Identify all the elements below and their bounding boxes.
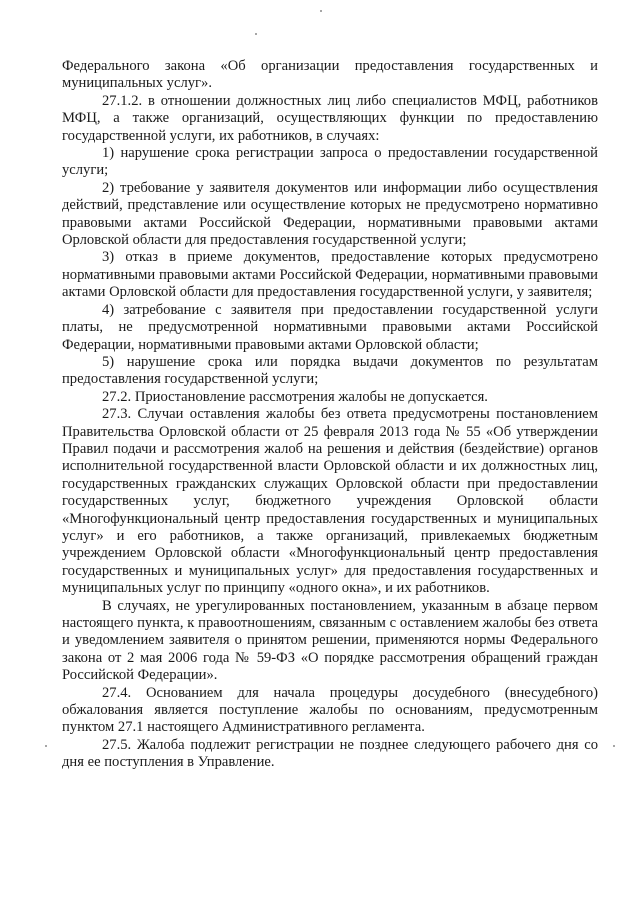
paragraph-5: 3) отказ в приеме документов, предоставление которых предусмотрено нормативными правовыми актами Российской Федерации, нормативными правовыми актами Орловской области для предоставления государственной услуги, у заявителя; [62,249,598,301]
paragraph-6: 4) затребование с заявителя при предоставлении государственной услуги платы, не предусмотренной нормативными правовыми актами Российской Федерации, нормативными правовыми актами Орловской области; [62,301,598,353]
paragraph-11: 27.4. Основанием для начала процедуры досудебного (внесудебного) обжалования является поступление жалобы по основаниям, предусмотренным пунктом 27.1 настоящего Административного регламента. [62,684,598,736]
paragraph-1: Федерального закона «Об организации предоставления государственных и муниципальных услуг». [62,58,598,92]
paragraph-10: В случаях, не урегулированных постановлением, указанным в абзаце первом настоящего пункта, к правоотношениям, связанным с оставлением жалобы без ответа и уведомлением заявителя о принятом решении, применяются нормы Федерального закона от 2 мая 2006 года № 59-ФЗ «О порядке рассмотрения обращений граждан Российской Федерации». [62,597,598,684]
document-page [62,58,598,772]
scan-speck [320,10,322,12]
paragraph-9: 27.3. Случаи оставления жалобы без ответа предусмотрены постановлением Правительства Орловской области от 25 февраля 2013 года № 55 «Об утверждении Правил подачи и рассмотрения жалоб на решения и действия (бездействие) органов исполнительной государственной власти Орловской области и их должностных лиц, государственных гражданских служащих Орловской области при предоставлении государственных услуг, бюджетного учреждения Орловской области «Многофункциональный центр предоставления государственных и муниципальных услуг» и его работников, а также организаций, привлекаемых бюджетным учреждением Орловской области «Многофункциональный центр предоставления государственных и муниципальных услуг» для предоставления государственных и муниципальных услуг по принципу «одного окна», и их работников. [62,406,598,597]
paragraph-7: 5) нарушение срока или порядка выдачи документов по результатам предоставления государственной услуги; [62,353,598,388]
scan-speck [613,745,615,747]
paragraph-2: 27.1.2. в отношении должностных лиц либо специалистов МФЦ, работников МФЦ, а также организаций, осуществляющих функции по предоставлению государственной услуги, их работников, в случаях: [62,92,598,144]
paragraph-12: 27.5. Жалоба подлежит регистрации не позднее следующего рабочего дня со дня ее поступления в Управление. [62,736,598,771]
paragraph-3: 1) нарушение срока регистрации запроса о предоставлении государственной услуги; [62,145,598,179]
scan-speck [255,33,257,35]
paragraph-8: 27.2. Приостановление рассмотрения жалобы не допускается. [102,388,488,405]
paragraph-4: 2) требование у заявителя документов или информации либо осуществления действий, представление или осуществление которых не предусмотрено нормативно правовыми актами Российской Федерации, нормативными правовыми актами Орловской области для предоставления государственной услуги; [62,179,598,249]
scan-speck [45,745,47,747]
